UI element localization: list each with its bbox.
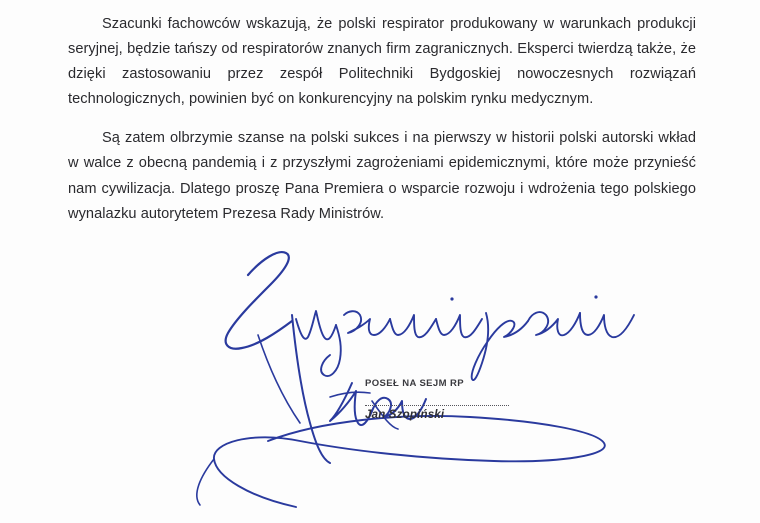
stamp-divider [365, 405, 509, 406]
signature-block [0, 215, 760, 515]
letter-body [68, 12, 696, 241]
paragraph-1: Szacunki fachowców wskazują, że polski respirator produkowany w warunkach produkcji seryjnej, będzie tańszy od respiratorów znanych firm zagranicznych. Eksperci twierdzą także, że dzięki zastosowaniu przez zespół Politechniki Bydgoskiej nowoczesnych rozwiązań technologicznych, powinien być on konkurencyjny na polskim rynku medycznym. [68, 16, 696, 108]
office-stamp [365, 378, 545, 421]
handwritten-signature-icon [0, 215, 760, 515]
stamp-title: POSEŁ NA SEJM RP [365, 378, 464, 389]
paragraph-2: Są zatem olbrzymie szanse na polski sukces i na pierwszy w historii polski autorski wkład w walce z obecną pandemią i z przyszłymi zagrożeniami epidemicznymi, które może przynieść nam cywilizacja. Dlatego proszę Pana Premiera o wsparcie rozwoju i wdrożenia tego polskiego wynalazku autorytetem Prezesa Rady Ministrów. [68, 130, 696, 222]
stamp-name: Jan Szopiński [365, 409, 445, 421]
